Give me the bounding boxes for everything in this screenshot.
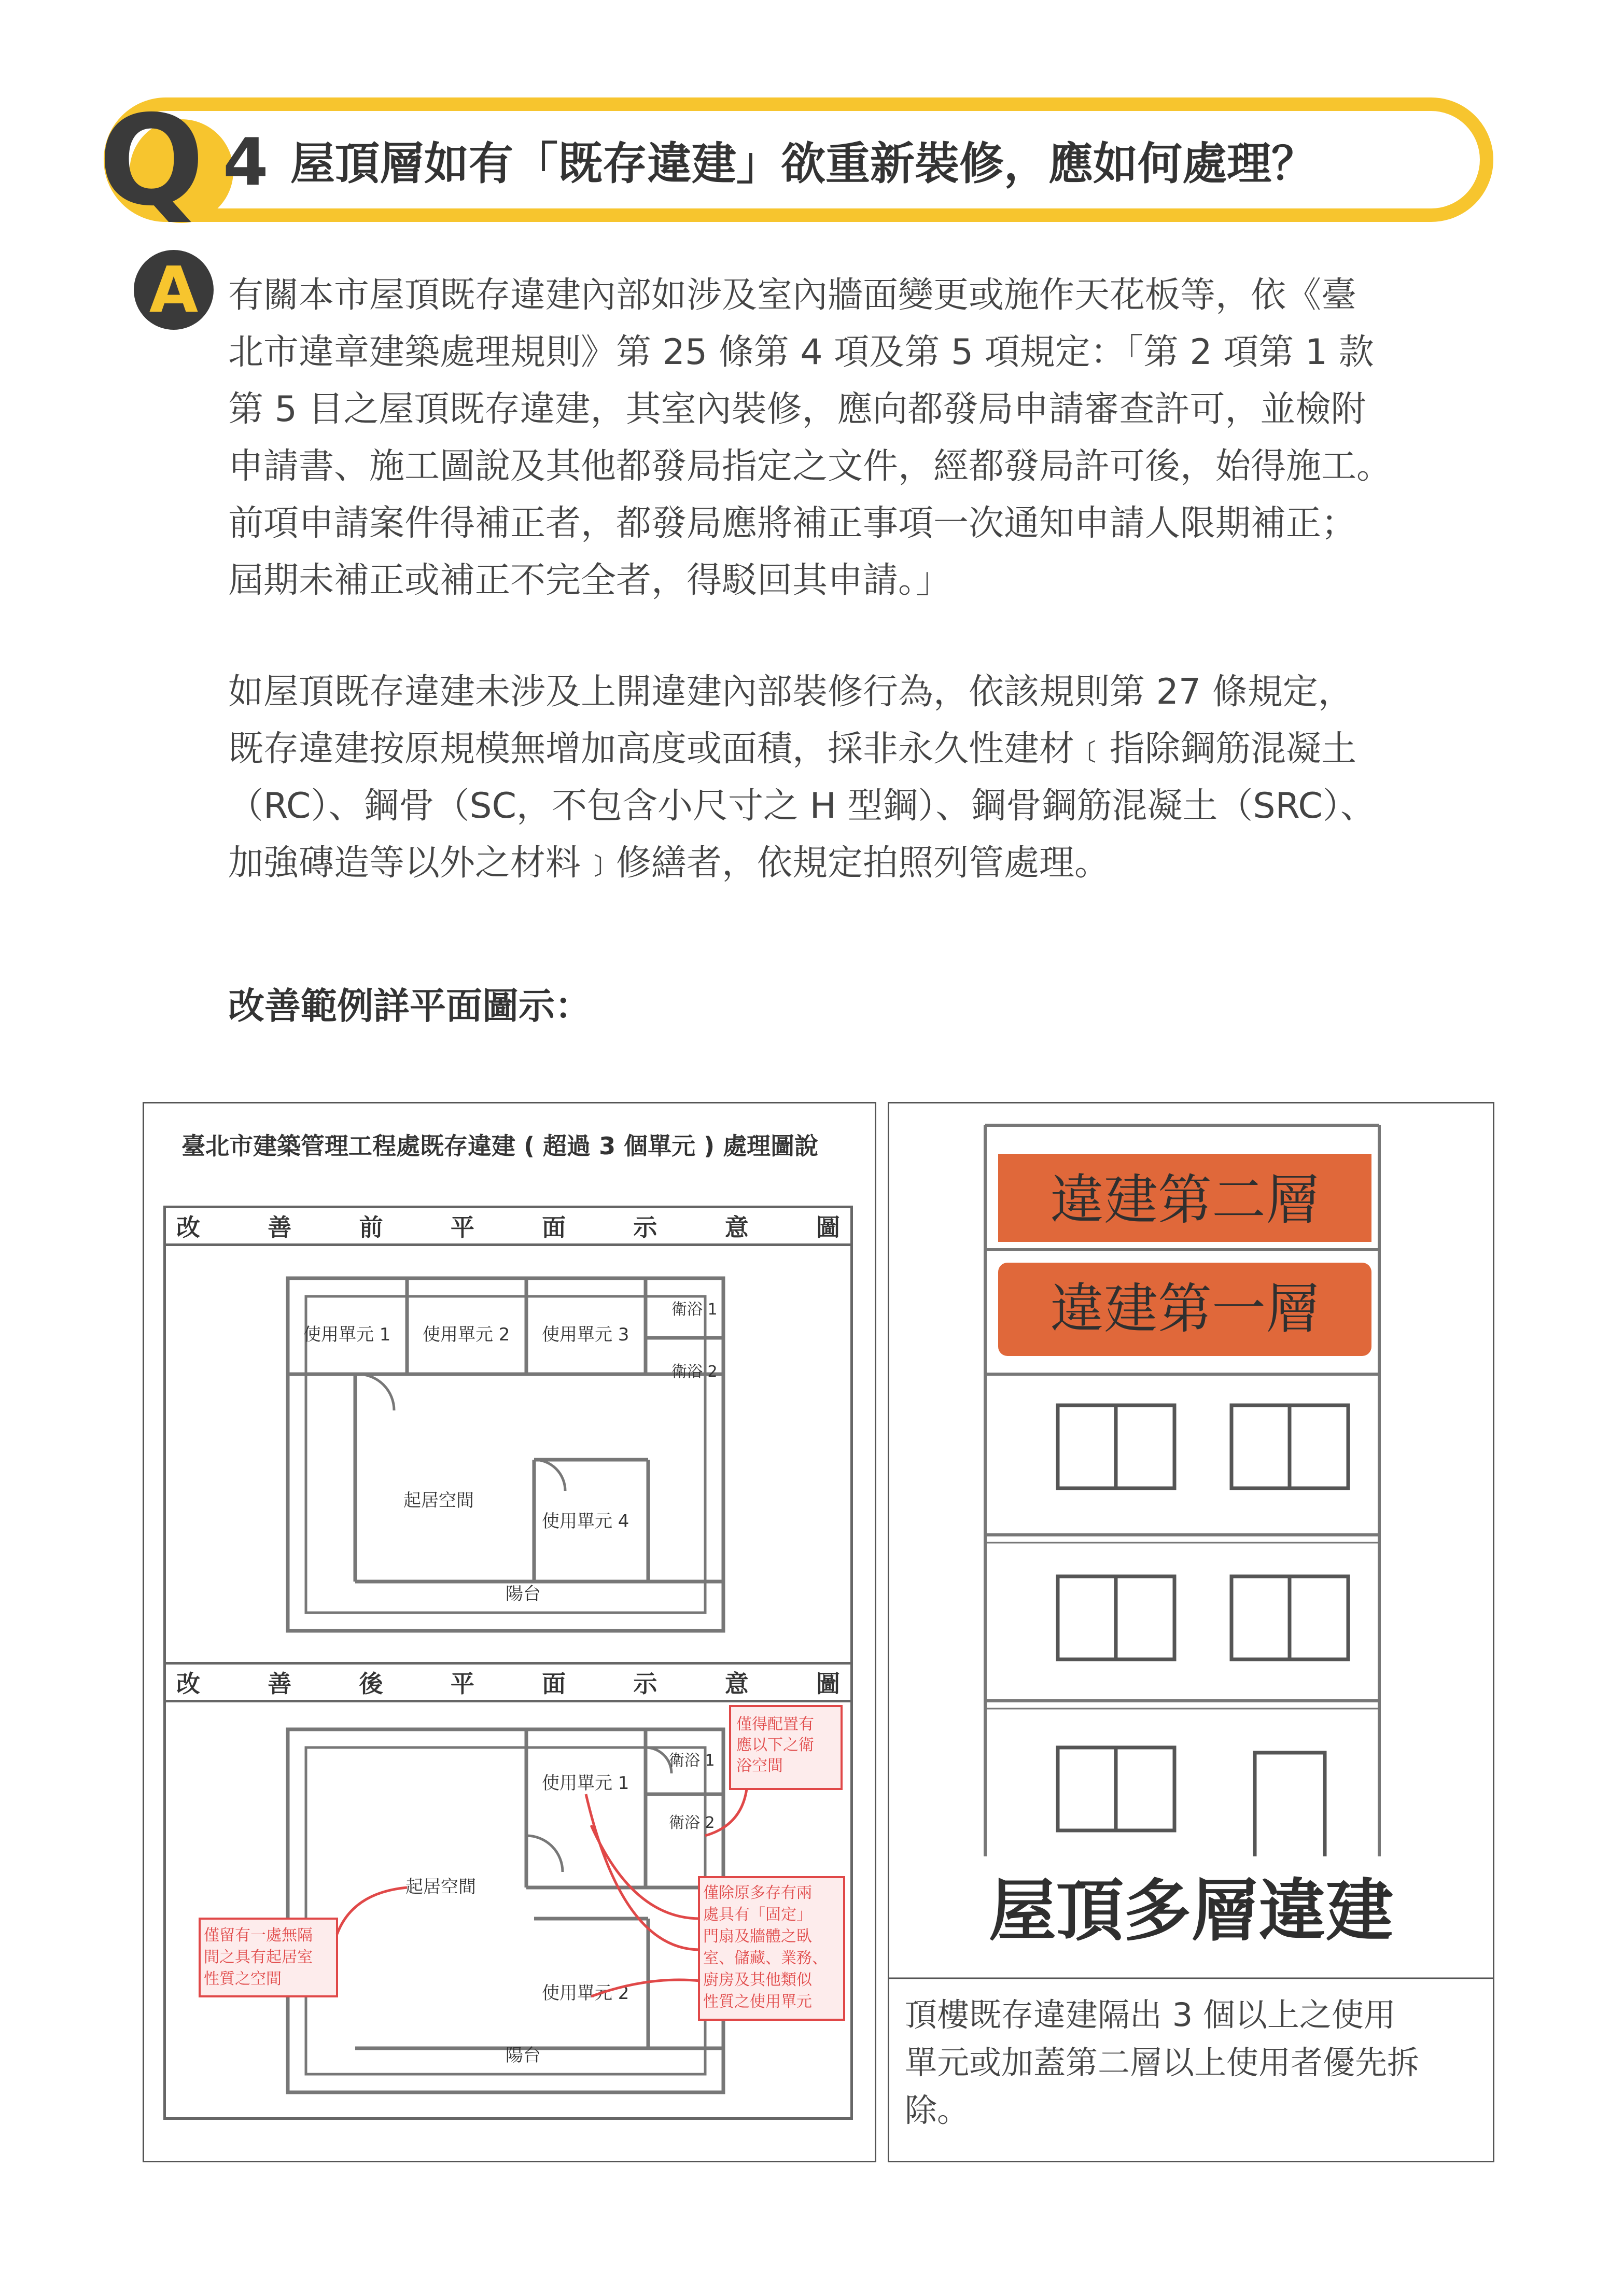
header-char: 示 bbox=[633, 1670, 657, 1698]
before-balcony-label: 陽台 bbox=[506, 1584, 541, 1604]
header-char: 改 bbox=[176, 1213, 200, 1241]
paragraph-line: 有關本市屋頂既存違建內部如涉及室內牆面變更或施作天花板等，依《臺 bbox=[228, 275, 1357, 316]
paragraph-line: 加強磚造等以外之材料﹞修繕者，依規定拍照列管處理。 bbox=[228, 843, 1110, 884]
before-bath-1-label: 衛浴 1 bbox=[671, 1301, 718, 1319]
illegal-floor-2-label: 違建第二層 bbox=[1049, 1168, 1320, 1232]
sub-heading: 改善範例詳平面圖示： bbox=[228, 985, 591, 1027]
header-char: 示 bbox=[633, 1213, 657, 1241]
before-unit-2-label: 使用單元 2 bbox=[423, 1324, 510, 1345]
note-right-line: 性質之使用單元 bbox=[703, 1993, 812, 2011]
after-living-label: 起居空間 bbox=[405, 1877, 476, 1897]
header-char: 後 bbox=[359, 1670, 383, 1698]
paragraph-line: 屆期未補正或補正不完全者，得駁回其申請。」 bbox=[228, 560, 951, 601]
after-bath-1-label: 衛浴 1 bbox=[669, 1752, 715, 1770]
paragraph-line: 前項申請案件得補正者，都發局應將補正事項一次通知申請人限期補正； bbox=[228, 503, 1357, 544]
header-char: 面 bbox=[542, 1213, 566, 1241]
header-char: 意 bbox=[724, 1213, 749, 1241]
header-char: 圖 bbox=[816, 1670, 840, 1698]
note-top-line: 僅得配置有 bbox=[736, 1715, 814, 1733]
floor-plan-title: 臺北市建築管理工程處既存違建 ( 超過 3 個單元 ) 處理圖說 bbox=[181, 1132, 819, 1160]
note-right-line: 門扇及牆體之臥 bbox=[703, 1927, 812, 1946]
note-left-line: 性質之空間 bbox=[204, 1970, 282, 1988]
illegal-floor-1-label: 違建第一層 bbox=[1049, 1277, 1320, 1340]
header-char: 圖 bbox=[816, 1213, 840, 1241]
before-unit-4-label: 使用單元 4 bbox=[542, 1511, 629, 1532]
header-char: 平 bbox=[450, 1213, 474, 1241]
after-unit-2-label: 使用單元 2 bbox=[542, 1983, 629, 2004]
note-left-line: 僅留有一處無隔 bbox=[204, 1926, 313, 1945]
paragraph-line: 既存違建按原規模無增加高度或面積，採非永久性建材﹝指除鋼筋混凝土 bbox=[228, 729, 1357, 770]
header-char: 前 bbox=[359, 1213, 383, 1241]
header-char: 善 bbox=[268, 1670, 292, 1698]
building-caption bbox=[905, 1991, 1480, 2134]
header-char: 改 bbox=[176, 1670, 200, 1698]
paragraph-line: 北市違章建築處理規則》第 25 條第 4 項及第 5 項規定：「第 2 項第 1 款 bbox=[228, 332, 1374, 373]
note-left-line: 間之具有起居室 bbox=[204, 1948, 313, 1966]
note-right-line: 廚房及其他類似 bbox=[703, 1971, 812, 1989]
header-char: 面 bbox=[542, 1670, 566, 1698]
a-badge-letter: A bbox=[149, 253, 199, 327]
before-unit-3-label: 使用單元 3 bbox=[542, 1324, 629, 1345]
note-top-line: 浴空間 bbox=[736, 1757, 783, 1775]
header-char: 意 bbox=[724, 1670, 749, 1698]
header-char: 平 bbox=[450, 1670, 474, 1698]
paragraph-line: 申請書、施工圖說及其他都發局指定之文件，經都發局許可後，始得施工。 bbox=[228, 446, 1392, 487]
header-char: 善 bbox=[268, 1213, 292, 1241]
before-unit-1-label: 使用單元 1 bbox=[303, 1324, 391, 1345]
door-icon bbox=[1255, 1753, 1325, 1856]
note-top-line: 應以下之衛 bbox=[736, 1736, 814, 1754]
building-heading: 屋頂多層違建 bbox=[988, 1871, 1393, 1950]
after-unit-1-label: 使用單元 1 bbox=[542, 1773, 629, 1794]
caption-line: 頂樓既存違建隔出 3 個以上之使用 bbox=[905, 1996, 1396, 2034]
before-bath-2-label: 衛浴 2 bbox=[671, 1363, 718, 1381]
note-right-line: 室、儲藏、業務、 bbox=[703, 1949, 828, 1967]
caption-line: 除。 bbox=[905, 2091, 970, 2129]
paragraph-line: 如屋頂既存違建未涉及上開違建內部裝修行為，依該規則第 27 條規定， bbox=[228, 672, 1353, 712]
question-title: 屋頂層如有「既存違建」欲重新裝修，應如何處理？ bbox=[290, 138, 1316, 190]
after-bath-2-label: 衛浴 2 bbox=[669, 1814, 715, 1832]
paragraph-line: 第 5 目之屋頂既存違建，其室內裝修，應向都發局申請審查許可，並檢附 bbox=[228, 389, 1366, 430]
caption-line: 單元或加蓋第二層以上使用者優先拆 bbox=[905, 2044, 1420, 2081]
question-number: 4 bbox=[223, 124, 269, 200]
before-living-label: 起居空間 bbox=[403, 1490, 474, 1511]
after-balcony-label: 陽台 bbox=[506, 2045, 541, 2066]
paragraph-line: （RC）、鋼骨（SC，不包含小尺寸之 H 型鋼）、鋼骨鋼筋混凝土（SRC）、 bbox=[228, 786, 1376, 827]
note-right-line: 處具有「固定」 bbox=[703, 1906, 812, 1924]
note-right-line: 僅除原多存有兩 bbox=[703, 1884, 812, 1902]
q-badge-letter: Q bbox=[99, 88, 205, 233]
